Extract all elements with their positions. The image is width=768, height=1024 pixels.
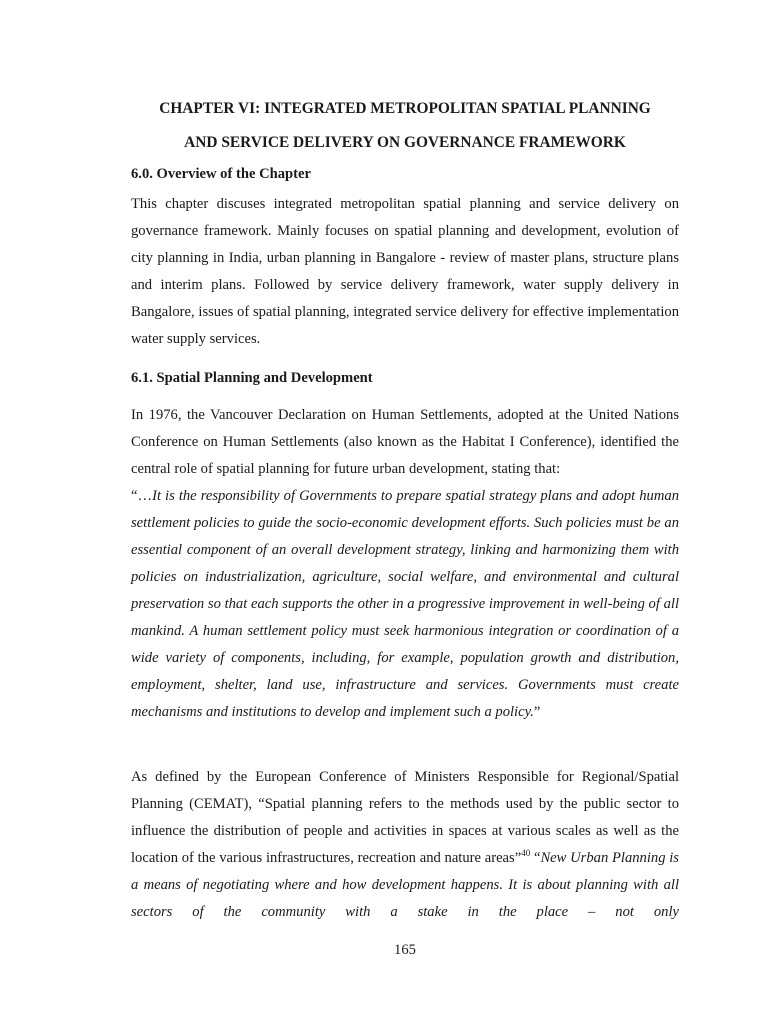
- vancouver-intro-paragraph: [131, 402, 679, 726]
- spatial-planning-heading: 6.1. Spatial Planning and Development: [131, 370, 373, 386]
- page-number: 165: [394, 942, 416, 958]
- chapter-title-line-1: CHAPTER VI: INTEGRATED METROPOLITAN SPATIAL PLANNING: [159, 100, 651, 117]
- quote-open-mark: “…: [131, 488, 153, 504]
- new-urban-planning-open-mark: “: [530, 850, 541, 866]
- cemat-text: As defined by the European Conference of Ministers Responsible for Regional/Spatial Planning (CEMAT), “Spatial planning refers to the methods used by the public sector to influence the distribution of people and activities in spaces at various scales as well as the location of the various infrastructures, recreation and nature areas”: [131, 769, 679, 866]
- overview-paragraph: This chapter discuses integrated metropolitan spatial planning and service delivery on governance framework. Mainly focuses on spatial planning and development, evolution of city planning in India, urban planning in Bangalore - review of master plans, structure plans and interim plans. Followed by service delivery framework, water supply delivery in Bangalore, issues of spatial planning, integrated service delivery for effective implementation water supply services.: [131, 196, 679, 347]
- cemat-paragraph: [131, 764, 679, 926]
- overview-heading: 6.0. Overview of the Chapter: [131, 166, 311, 182]
- footnote-reference[interactable]: 40: [521, 848, 531, 859]
- quote-close-mark: ”: [533, 704, 541, 720]
- vancouver-intro-text: In 1976, the Vancouver Declaration on Human Settlements, adopted at the United Nations Conference on Human Settlements (also known as the Habitat I Conference), identified the central role of spatial planning for future urban development, stating that:: [131, 407, 679, 477]
- vancouver-quote: It is the responsibility of Governments to prepare spatial strategy plans and adopt human settlement policies to guide the socio-economic development efforts. Such policies must be an essential component of an overall development strategy, linking and harmonizing them with policies on industrialization, agriculture, social welfare, and environmental and cultural preservation so that each supports the other in a progressive improvement in well-being of all mankind. A human settlement policy must seek harmonious integration or coordination of a wide variety of components, including, for example, population growth and distribution, employment, shelter, land use, infrastructure and services. Governments must create mechanisms and institutions to develop and implement such a policy.: [131, 488, 679, 720]
- new-urban-planning-quote: New Urban Planning is a means of negotiating where and how development happens. It is about planning with all sectors of the community with a stake in the place – not only: [131, 850, 679, 920]
- chapter-title-line-2: AND SERVICE DELIVERY ON GOVERNANCE FRAMEWORK: [184, 134, 626, 151]
- chapter-title: [131, 92, 679, 160]
